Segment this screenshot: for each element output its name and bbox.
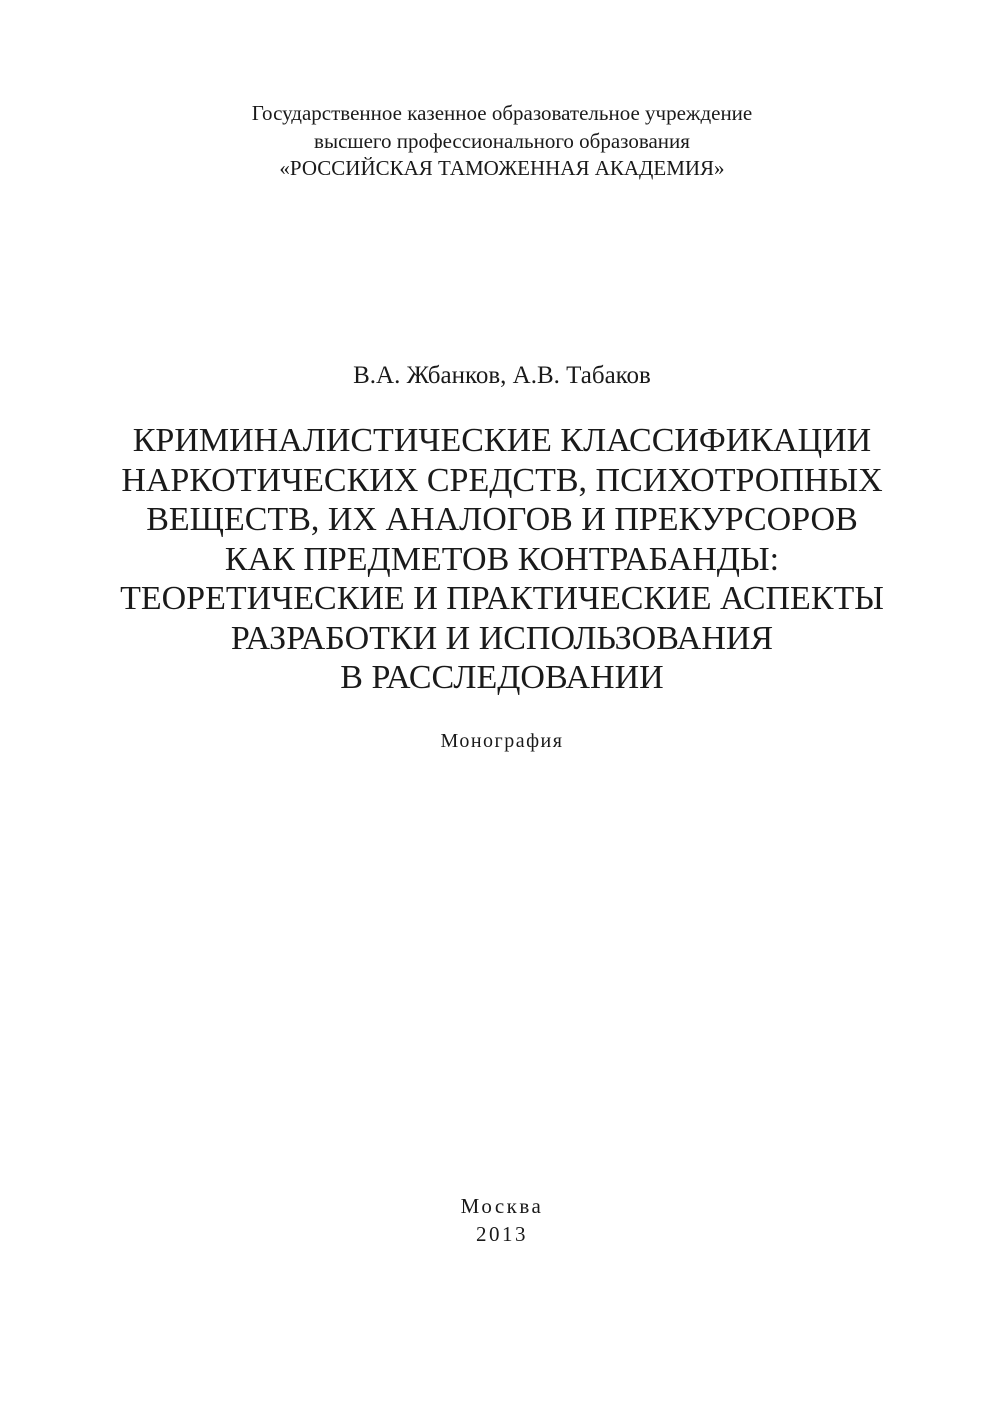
title-line-7: В РАССЛЕДОВАНИИ <box>340 659 664 696</box>
book-title <box>0 421 1004 698</box>
institution-line-1: Государственное казенное образовательное учреждение <box>251 101 753 125</box>
title-line-3: ВЕЩЕСТВ, ИХ АНАЛОГОВ И ПРЕКУРСОРОВ <box>146 501 858 538</box>
title-line-1: КРИМИНАЛИСТИЧЕСКИЕ КЛАССИФИКАЦИИ <box>132 422 872 459</box>
title-line-4: КАК ПРЕДМЕТОВ КОНТРАБАНДЫ: <box>224 540 780 578</box>
title-line-2: НАРКОТИЧЕСКИХ СРЕДСТВ, ПСИХОТРОПНЫХ <box>121 461 883 499</box>
institution-line-2: высшего профессионального образования <box>314 128 690 153</box>
title-line-5: ТЕОРЕТИЧЕСКИЕ И ПРАКТИЧЕСКИЕ АСПЕКТЫ <box>120 580 884 617</box>
authors: В.А. Жбанков, А.В. Табаков <box>353 362 651 389</box>
institution-line-3: «РОССИЙСКАЯ ТАМОЖЕННАЯ АКАДЕМИЯ» <box>279 156 725 180</box>
genre-label: Монография <box>440 730 564 752</box>
imprint-city: Москва <box>460 1194 544 1218</box>
title-line-6: РАЗРАБОТКИ И ИСПОЛЬЗОВАНИЯ <box>230 619 774 657</box>
imprint-year: 2013 <box>476 1222 528 1246</box>
imprint-block <box>0 1192 1004 1248</box>
institution-block <box>0 100 1004 183</box>
